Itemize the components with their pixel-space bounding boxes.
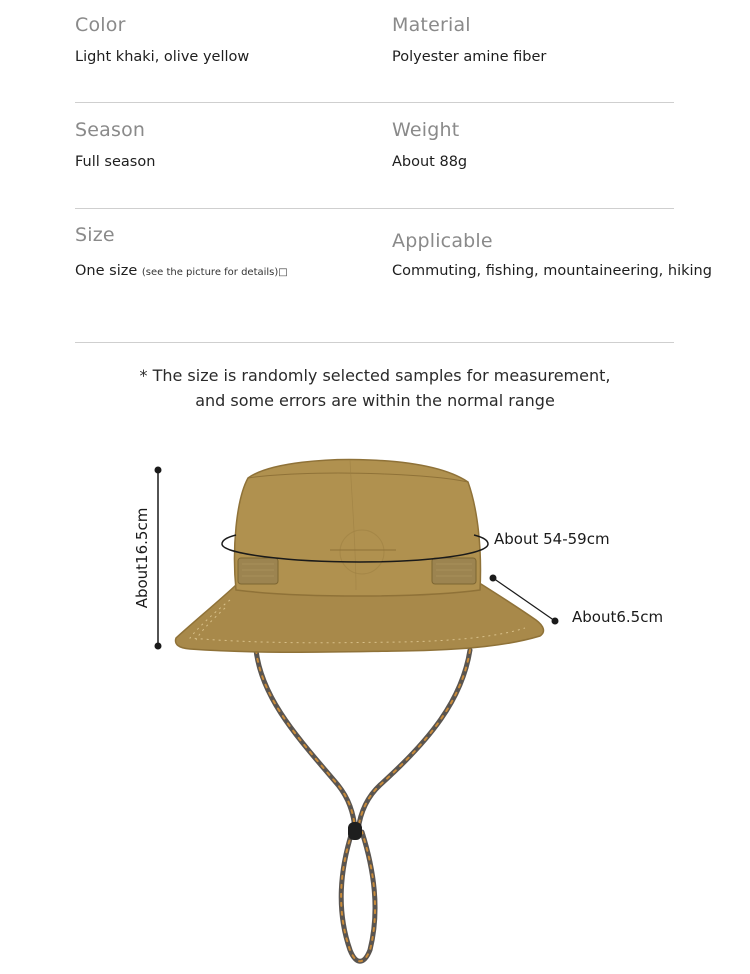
spec-weight <box>392 119 467 170</box>
brim-label: About6.5cm <box>572 608 664 626</box>
size-value: One size <box>75 263 138 279</box>
mesh-vent-left <box>238 558 278 584</box>
spec-value: Light khaki, olive yellow <box>75 49 250 65</box>
spec-label: Weight <box>392 119 460 141</box>
spec-value: About 88g <box>392 154 468 170</box>
divider <box>75 208 674 209</box>
note-line-2: and some errors are within the normal range <box>195 391 555 410</box>
spec-value <box>75 263 288 279</box>
height-label: About16.5cm <box>133 507 151 609</box>
divider <box>75 102 674 103</box>
spec-value: Full season <box>75 154 156 170</box>
divider <box>75 342 674 343</box>
spec-value: Commuting, fishing, mountaineering, hiking <box>392 263 712 279</box>
spec-season <box>75 119 155 170</box>
spec-label: Season <box>75 119 146 141</box>
hat-figure <box>0 440 750 974</box>
note-line-1: * The size is randomly selected samples for measurement, <box>139 366 611 385</box>
spec-applicable <box>392 230 712 279</box>
hat-drawstring <box>256 650 470 961</box>
spec-label: Material <box>392 14 471 36</box>
spec-material <box>392 14 546 65</box>
cord-stopper <box>348 822 362 840</box>
spec-label: Applicable <box>392 230 493 252</box>
circumference-label: About 54-59cm <box>494 530 610 548</box>
mesh-vent-right <box>432 558 476 584</box>
size-note: (see the picture for details)□ <box>141 267 288 278</box>
spec-label: Color <box>75 14 126 36</box>
spec-value: Polyester amine fiber <box>392 49 547 65</box>
spec-label: Size <box>75 224 115 246</box>
measurement-note <box>0 363 750 413</box>
spec-color <box>75 14 249 65</box>
height-measure-line <box>155 467 162 650</box>
spec-size <box>75 224 288 279</box>
